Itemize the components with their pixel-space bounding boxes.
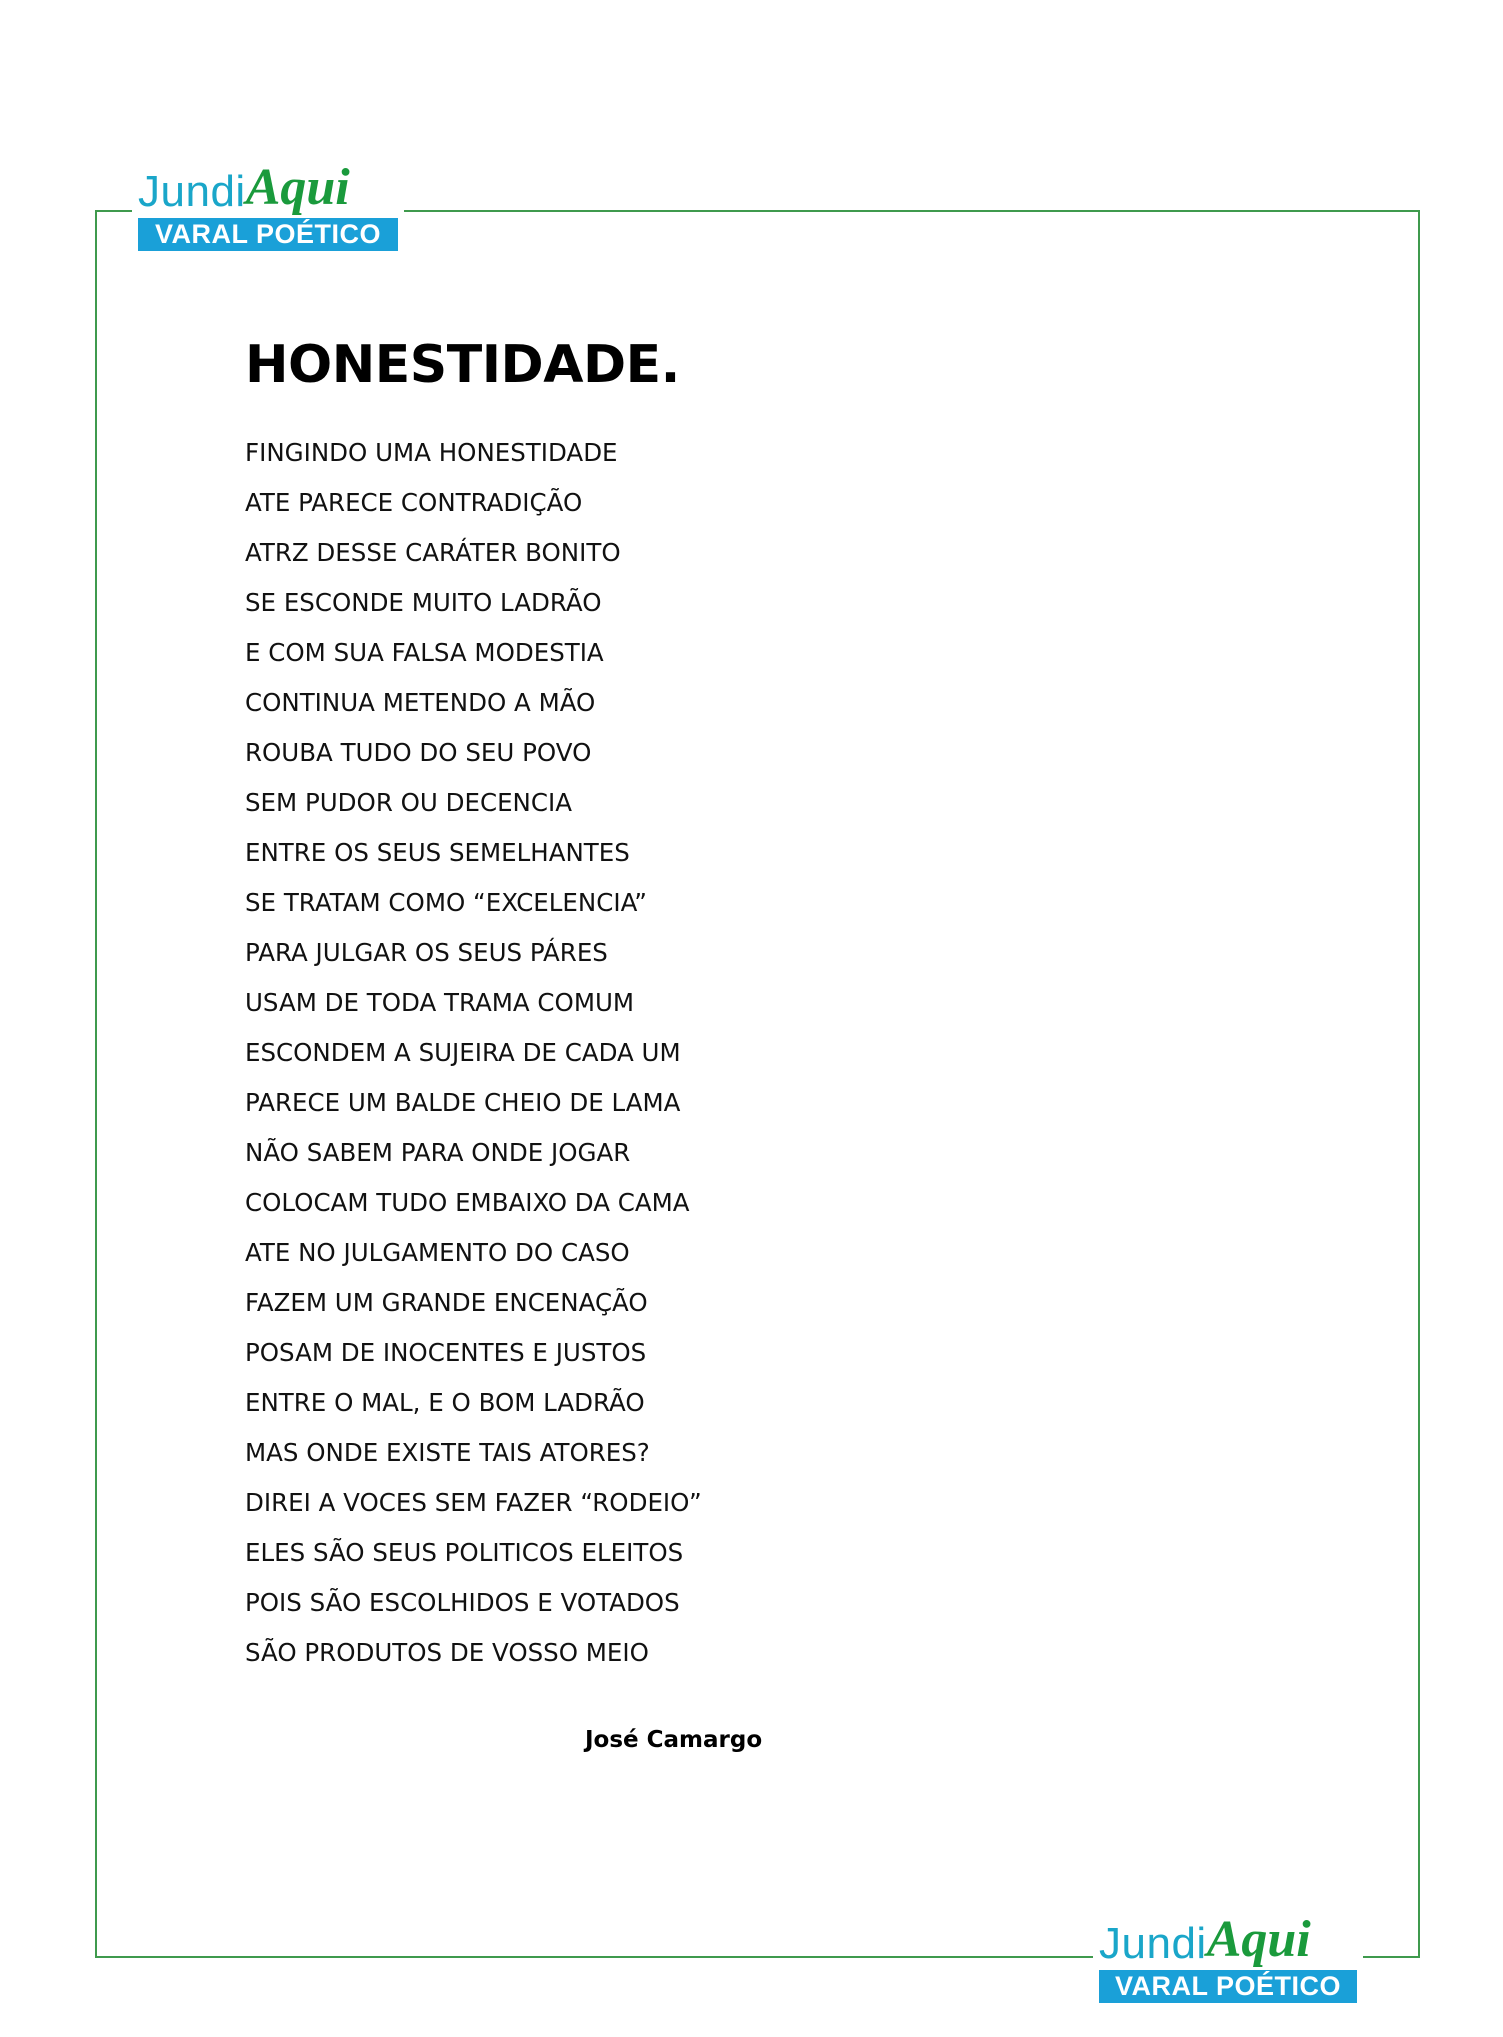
poem-line: SÃO PRODUTOS DE VOSSO MEIO bbox=[245, 1638, 649, 1667]
brand-part1: Jundi bbox=[138, 167, 246, 216]
poem-line: PARA JULGAR OS SEUS PÁRES bbox=[245, 938, 608, 967]
poem-body bbox=[245, 428, 702, 1678]
poem-line: COLOCAM TUDO EMBAIXO DA CAMA bbox=[245, 1188, 690, 1217]
poem-line: ATRZ DESSE CARÁTER BONITO bbox=[245, 538, 621, 567]
logo-top bbox=[132, 158, 404, 251]
poem-line: ELES SÃO SEUS POLITICOS ELEITOS bbox=[245, 1538, 684, 1567]
poem-line: ATE PARECE CONTRADIÇÃO bbox=[245, 488, 583, 517]
brand-part2: Aqui bbox=[1206, 1911, 1311, 1968]
brand-part2: Aqui bbox=[245, 159, 350, 216]
brand-wordmark bbox=[1099, 1910, 1311, 1966]
poem-line: SEM PUDOR OU DECENCIA bbox=[245, 788, 572, 817]
brand-wordmark bbox=[138, 158, 350, 214]
poem-line: E COM SUA FALSA MODESTIA bbox=[245, 638, 604, 667]
poem-line: PARECE UM BALDE CHEIO DE LAMA bbox=[245, 1088, 681, 1117]
poem-line: FAZEM UM GRANDE ENCENAÇÃO bbox=[245, 1288, 648, 1317]
poem-line: USAM DE TODA TRAMA COMUM bbox=[245, 988, 635, 1017]
logo-tagline: VARAL POÉTICO bbox=[1099, 1970, 1357, 2003]
poem-line: ENTRE O MAL, E O BOM LADRÃO bbox=[245, 1388, 645, 1417]
poem-line: ENTRE OS SEUS SEMELHANTES bbox=[245, 838, 630, 867]
poem-line: MAS ONDE EXISTE TAIS ATORES? bbox=[245, 1438, 650, 1467]
logo-tagline: VARAL POÉTICO bbox=[138, 218, 398, 251]
poem-line: CONTINUA METENDO A MÃO bbox=[245, 688, 596, 717]
logo-bottom bbox=[1093, 1910, 1363, 2003]
poem-line: ESCONDEM A SUJEIRA DE CADA UM bbox=[245, 1038, 681, 1067]
poem-line: SE TRATAM COMO “EXCELENCIA” bbox=[245, 888, 648, 917]
poem-line: NÃO SABEM PARA ONDE JOGAR bbox=[245, 1138, 631, 1167]
poem-title: HONESTIDADE. bbox=[245, 335, 680, 395]
poem-line: ROUBA TUDO DO SEU POVO bbox=[245, 738, 592, 767]
poem-line: POSAM DE INOCENTES E JUSTOS bbox=[245, 1338, 647, 1367]
poem-line: POIS SÃO ESCOLHIDOS E VOTADOS bbox=[245, 1588, 680, 1617]
poem-line: SE ESCONDE MUITO LADRÃO bbox=[245, 588, 602, 617]
poem-line: DIREI A VOCES SEM FAZER “RODEIO” bbox=[245, 1488, 702, 1517]
poem-line: FINGINDO UMA HONESTIDADE bbox=[245, 438, 618, 467]
poem-line: ATE NO JULGAMENTO DO CASO bbox=[245, 1238, 630, 1267]
poem-author: José Camargo bbox=[585, 1727, 763, 1753]
brand-part1: Jundi bbox=[1099, 1919, 1207, 1968]
